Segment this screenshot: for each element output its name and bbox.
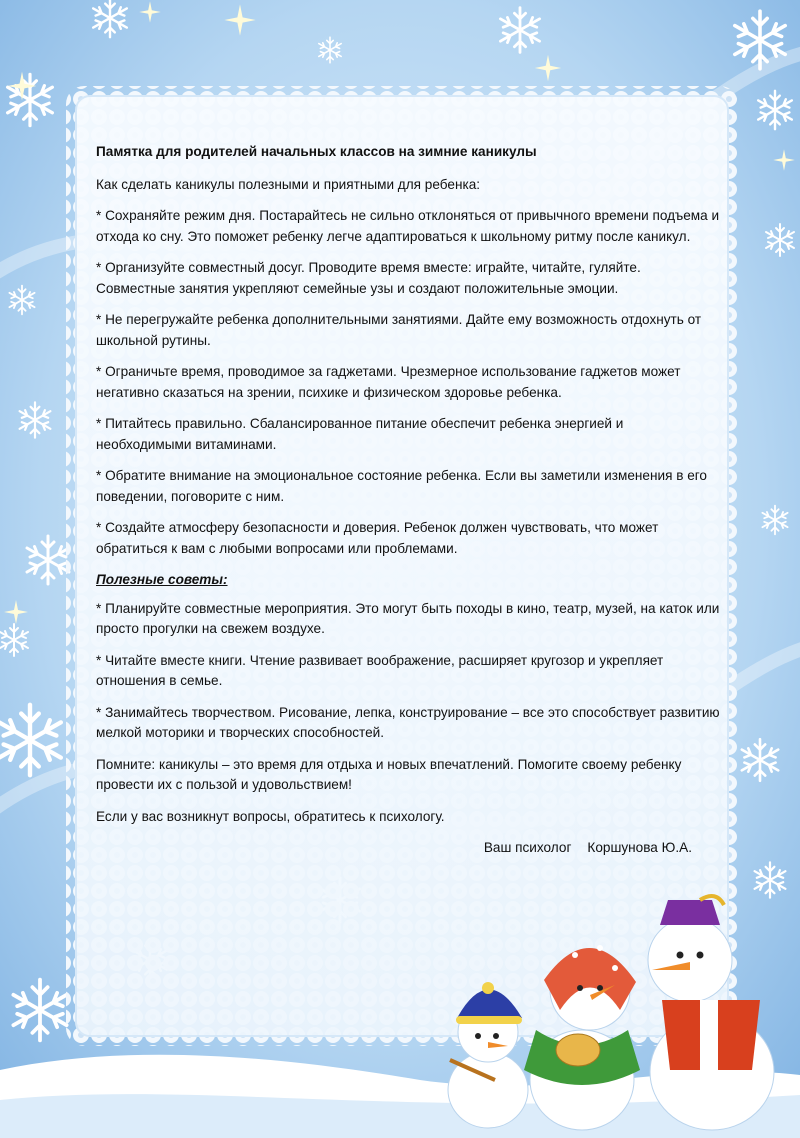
signature <box>96 838 720 859</box>
tip-paragraph: * Обратите внимание на эмоциональное состояние ребенка. Если вы заметили изменения в его поведении, поговорите с ним. <box>96 468 707 504</box>
useful-tip-paragraph: * Читайте вместе книги. Чтение развивает воображение, расширяет кругозор и укрепляет отношения в семье. <box>96 652 664 688</box>
tip-paragraph: * Сохраняйте режим дня. Постарайтесь не сильно отклоняться от привычного времени подъема и отхода ко сну. Это поможет ребенку легче адаптироваться к школьному ритму после каникул. <box>96 208 720 244</box>
tip-paragraph: * Ограничьте время, проводимое за гаджетами. Чрезмерное использование гаджетов может негативно сказаться на зрении, психике и физическом здоровье ребенка. <box>96 364 681 400</box>
tip-paragraph: * Создайте атмосферу безопасности и доверия. Ребенок должен чувствовать, что может обратиться к вам с любыми вопросами или проблемами. <box>96 520 659 556</box>
reminder-paragraph: Помните: каникулы – это время для отдыха и новых впечатлений. Помогите своему ребенку провести их с пользой и удовольствием! <box>96 756 682 792</box>
useful-heading: Полезные советы: <box>96 572 228 587</box>
tip-paragraph: * Питайтесь правильно. Сбалансированное питание обеспечит ребенка энергией и необходимыми витаминами. <box>96 416 624 452</box>
signature-role: Ваш психолог <box>483 840 572 855</box>
tip-paragraph: * Не перегружайте ребенка дополнительными занятиями. Дайте ему возможность отдохнуть от школьной рутины. <box>96 312 702 348</box>
useful-tip-paragraph: * Занимайтесь творчеством. Рисование, лепка, конструирование – все это способствует развитию мелкой моторики и творческих способностей. <box>96 704 720 740</box>
signature-name: Коршунова Ю.А. <box>587 840 692 855</box>
memo-title: Памятка для родителей начальных классов на зимние каникулы <box>96 144 537 159</box>
memo-intro: Как сделать каникулы полезными и приятными для ребенка: <box>96 176 481 192</box>
contact-paragraph: Если у вас возникнут вопросы, обратитесь к психологу. <box>96 808 445 824</box>
memo-document <box>96 142 720 870</box>
useful-tip-paragraph: * Планируйте совместные мероприятия. Это могут быть походы в кино, театр, музей, на каток или просто прогулки на свежем воздухе. <box>96 600 720 636</box>
tip-paragraph: * Организуйте совместный досуг. Проводите время вместе: играйте, читайте, гуляйте. Совместные занятия укрепляют семейные узы и создают положительные эмоции. <box>96 260 641 296</box>
